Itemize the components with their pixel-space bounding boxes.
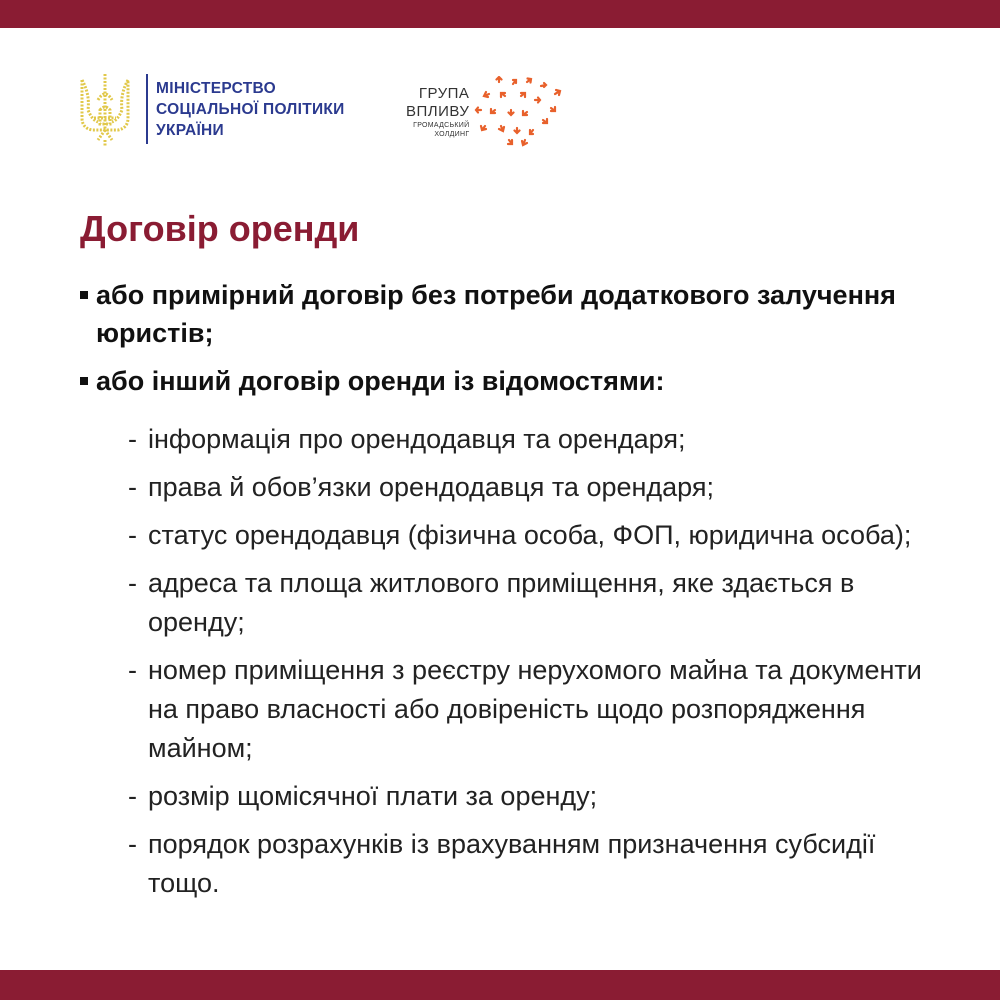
sub-item-text: права й обов’язки орендодавця та орендаря; bbox=[148, 472, 715, 502]
bottom-bar bbox=[0, 970, 1000, 1000]
main-item-text: або інший договір оренди із відомостями: bbox=[96, 366, 665, 396]
ministry-line: УКРАЇНИ bbox=[156, 121, 224, 139]
dash-marker: - bbox=[128, 829, 137, 859]
main-item-text: або примірний договір без потреби додаткового залучення юристів; bbox=[96, 280, 896, 348]
ministry-line: СОЦІАЛЬНОЇ ПОЛІТИКИ bbox=[156, 100, 345, 118]
sub-list-item bbox=[128, 516, 928, 555]
sub-list-item bbox=[128, 777, 928, 816]
ministry-name bbox=[156, 78, 345, 141]
square-bullet-icon bbox=[80, 291, 88, 299]
group-line: ВПЛИВУ bbox=[406, 103, 470, 120]
sub-item-text: порядок розрахунків із врахуванням призначення субсидії тощо. bbox=[148, 829, 876, 898]
sub-item-text: інформація про орендодавця та орендаря; bbox=[148, 424, 686, 454]
dash-marker: - bbox=[128, 472, 137, 502]
sub-item-text: номер приміщення з реєстру нерухомого майна та документи на право власності або довіреність щодо розпорядження майном; bbox=[148, 655, 922, 763]
group-line: ГРУПА bbox=[418, 85, 470, 102]
group-name bbox=[406, 85, 469, 139]
dash-marker: - bbox=[128, 781, 137, 811]
sub-list bbox=[128, 420, 928, 912]
sub-list-item bbox=[128, 468, 928, 507]
sub-list-item bbox=[128, 825, 928, 903]
group-sub-line: ХОЛДИНГ bbox=[434, 131, 470, 138]
square-bullet-icon bbox=[80, 377, 88, 385]
logo-divider bbox=[146, 74, 148, 144]
trident-icon bbox=[76, 70, 134, 148]
top-bar bbox=[0, 0, 1000, 28]
sub-item-text: адреса та площа житлового приміщення, яке здається в оренду; bbox=[148, 568, 855, 637]
arrows-icon bbox=[471, 76, 563, 148]
ministry-logo bbox=[76, 70, 345, 148]
sub-item-text: статус орендодавця (фізична особа, ФОП, юридична особа); bbox=[148, 520, 912, 550]
sub-list-item bbox=[128, 420, 928, 459]
dash-marker: - bbox=[128, 568, 137, 598]
main-list-item bbox=[78, 276, 938, 352]
dash-marker: - bbox=[128, 424, 137, 454]
sub-item-text: розмір щомісячної плати за оренду; bbox=[148, 781, 598, 811]
dash-marker: - bbox=[128, 520, 137, 550]
page-title: Договір оренди bbox=[80, 208, 360, 249]
group-sub-line: ГРОМАДСЬКИЙ bbox=[413, 122, 470, 129]
group-logo bbox=[406, 76, 563, 148]
main-list bbox=[78, 276, 938, 400]
sub-list-item bbox=[128, 651, 928, 768]
ministry-line: МІНІСТЕРСТВО bbox=[156, 79, 277, 97]
main-list-item bbox=[78, 362, 938, 400]
sub-list-item bbox=[128, 564, 928, 642]
dash-marker: - bbox=[128, 655, 137, 685]
